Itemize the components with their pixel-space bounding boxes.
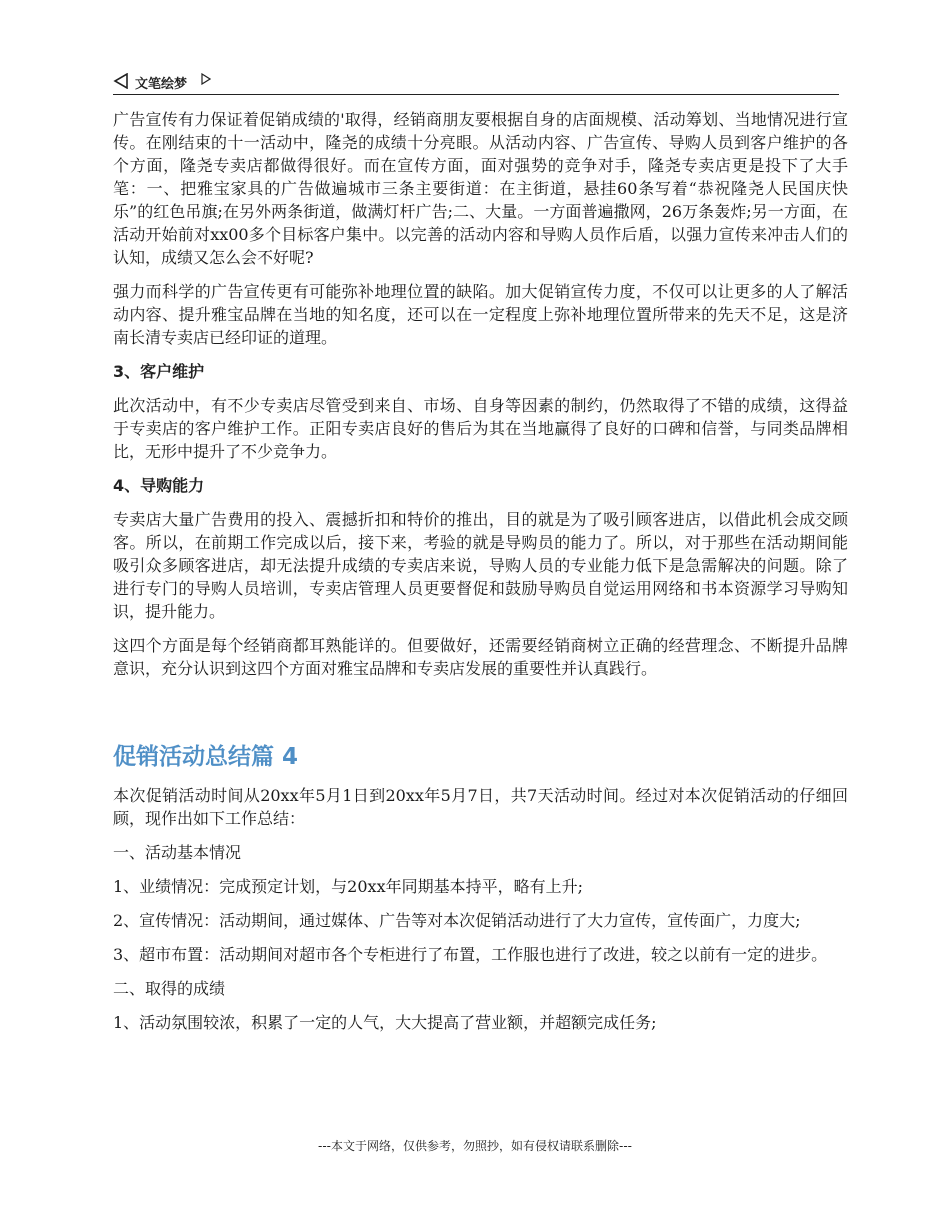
page-header [113, 70, 839, 95]
header-brand: 文笔绘梦 [135, 77, 188, 92]
paragraph: 强力而科学的广告宣传更有可能弥补地理位置的缺陷。加大促销宣传力度，不仅可以让更多的人了解活动内容、提升雅宝品牌在当地的知名度，还可以在一定程度上弥补地理位置所带来的先天不足，这是济南长清专卖店已经印证的道理。 [113, 282, 848, 347]
triangle-right-icon [201, 73, 211, 85]
list-heading: 一、活动基本情况 [113, 843, 242, 862]
section-heading: 4、导购能力 [113, 476, 205, 495]
list-item: 1、活动氛围较浓，积累了一定的人气，大大提高了营业额，并超额完成任务; [113, 1013, 657, 1032]
paragraph: 专卖店大量广告费用的投入、震撼折扣和特价的推出，目的就是为了吸引顾客进店，以借此机会成交顾客。所以，在前期工作完成以后，接下来，考验的就是导购员的能力了。所以，对于那些在活动期间能吸引众多顾客进店，却无法提升成绩的专卖店来说，导购人员的专业能力低下是急需解决的问题。除了进行专门的导购人员培训，专卖店管理人员更要督促和鼓励导购员自觉运用网络和书本资源学习导购知识，提升能力。 [113, 510, 848, 621]
paragraph: 这四个方面是每个经销商都耳熟能详的。但要做好，还需要经销商树立正确的经营理念、不断提升品牌意识，充分认识到这四个方面对雅宝品牌和专卖店发展的重要性并认真践行。 [113, 636, 848, 678]
triangle-left-icon [113, 73, 129, 89]
list-item: 3、超市布置：活动期间对超市各个专柜进行了布置，工作服也进行了改进，较之以前有一定的进步。 [113, 945, 828, 964]
paragraph: 本次促销活动时间从20xx年5月1日到20xx年5月7日，共7天活动时间。经过对本次促销活动的仔细回顾，现作出如下工作总结： [113, 786, 848, 828]
list-item: 2、宣传情况：活动期间，通过媒体、广告等对本次促销活动进行了大力宣传，宣传面广，力度大; [113, 911, 801, 930]
paragraph: 此次活动中，有不少专卖店尽管受到来自、市场、自身等因素的制约，仍然取得了不错的成绩，这得益于专卖店的客户维护工作。正阳专卖店良好的售后为其在当地赢得了良好的口碑和信誉，与同类品牌相比，无形中提升了不少竞争力。 [113, 396, 848, 461]
document-body [113, 108, 848, 1045]
article-title: 促销活动总结篇 4 [113, 744, 299, 770]
section-heading: 3、客户维护 [113, 362, 205, 381]
list-item: 1、业绩情况：完成预定计划，与20xx年同期基本持平，略有上升; [113, 877, 583, 896]
paragraph: 广告宣传有力保证着促销成绩的'取得，经销商朋友要根据自身的店面规模、活动筹划、当地情况进行宣传。在刚结束的十一活动中，隆尧的成绩十分亮眼。从活动内容、广告宣传、导购人员到客户维护的各个方面，隆尧专卖店都做得很好。而在宣传方面，面对强势的竞争对手，隆尧专卖店更是投下了大手笔：一、把雅宝家具的广告做遍城市三条主要街道：在主街道，悬挂60条写着“恭祝隆尧人民国庆快乐”的红色吊旗;在另外两条街道，做满灯杆广告;二、大量。一方面普遍撒网，26万条轰炸;另一方面，在活动开始前对xx00多个目标客户集中。以完善的活动内容和导购人员作后盾，以强力宣传来冲击人们的认知，成绩又怎么会不好呢? [113, 110, 848, 267]
list-heading: 二、取得的成绩 [113, 979, 226, 998]
footer-notice: ---本文于网络，仅供参考，勿照抄，如有侵权请联系删除--- [318, 1139, 632, 1153]
